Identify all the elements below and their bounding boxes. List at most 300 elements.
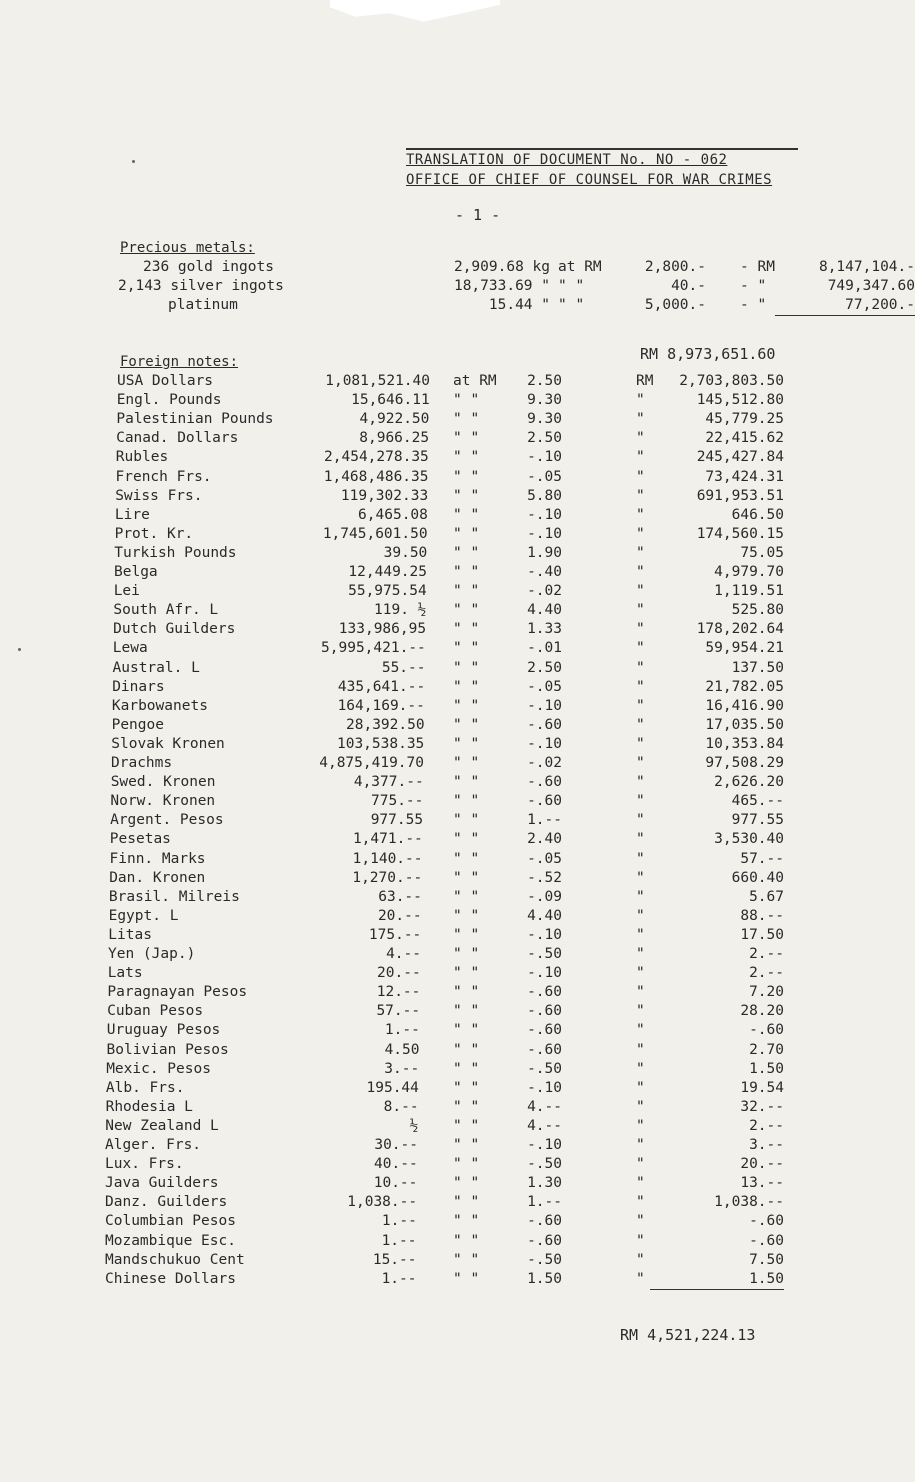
currency-rate: -.60 <box>527 793 562 810</box>
currency-cur: " <box>636 697 645 714</box>
currency-amount: 8.-- <box>383 1098 419 1115</box>
currency-name: Dan. Kronen <box>109 869 206 886</box>
currency-amount: 6,465.08 <box>358 506 428 523</box>
currency-row <box>0 1136 820 1155</box>
metal-at: " " <box>558 278 585 294</box>
currency-row <box>0 448 820 467</box>
currency-row <box>0 372 820 391</box>
document-header <box>406 148 798 190</box>
currency-total: 1.50 <box>650 1270 784 1290</box>
metal-total: 749,347.60 <box>827 278 915 294</box>
currency-row <box>0 1098 820 1117</box>
currency-at: " " <box>453 1098 480 1115</box>
metal-name: 236 gold ingots <box>143 259 274 275</box>
currency-cur: " <box>636 1022 645 1039</box>
currency-rate: 2.40 <box>527 831 562 848</box>
currency-name: Prot. Kr. <box>114 525 194 542</box>
currency-cur: " <box>636 525 645 542</box>
currency-name: Litas <box>108 926 152 943</box>
currency-rate: 2.50 <box>527 430 562 447</box>
currency-rate: -.10 <box>527 449 562 466</box>
page-number: - 1 - <box>455 206 501 224</box>
currency-cur: " <box>636 544 645 561</box>
currency-cur: " <box>636 1175 645 1192</box>
currency-cur: " <box>636 1251 645 1268</box>
currency-cur: " <box>636 1232 645 1249</box>
currency-cur: " <box>636 907 645 924</box>
currency-total: 2.70 <box>749 1041 784 1058</box>
currency-rate: 1.33 <box>527 621 562 638</box>
currency-total: 21,782.05 <box>705 678 784 695</box>
currency-cur: " <box>636 430 645 447</box>
currency-amount: 4.50 <box>384 1041 420 1058</box>
currency-cur: " <box>636 716 645 733</box>
currency-name: Mandschukuo Cent <box>105 1251 245 1268</box>
currency-rate: -.10 <box>527 697 562 714</box>
currency-total: 28.20 <box>740 1003 784 1020</box>
currency-total: -.60 <box>749 1213 784 1230</box>
currency-row <box>0 659 820 678</box>
currency-name: USA Dollars <box>117 373 214 389</box>
currency-row <box>0 506 820 525</box>
currency-at: " " <box>453 430 480 447</box>
currency-name: Swed. Kronen <box>110 774 216 791</box>
currency-rate: -.50 <box>527 946 562 962</box>
metal-name: platinum <box>168 297 238 313</box>
currency-at: " " <box>453 888 480 905</box>
metal-total: 8,147,104.- <box>818 259 915 275</box>
currency-amount: 4.-- <box>386 946 421 962</box>
currency-total: 88.-- <box>740 907 784 924</box>
currency-row <box>0 391 820 410</box>
currency-at: " " <box>453 1003 480 1020</box>
currency-amount: 1.-- <box>381 1213 417 1230</box>
currency-cur: " <box>636 926 645 943</box>
currency-amount: 1,270.-- <box>352 869 423 886</box>
currency-at: " " <box>453 525 480 542</box>
currency-name: Canad. Dollars <box>116 430 239 447</box>
currency-name: Lei <box>113 583 140 600</box>
currency-amount: 20.-- <box>377 965 421 982</box>
currency-name: Cuban Pesos <box>107 1003 204 1020</box>
currency-cur: " <box>636 735 645 752</box>
currency-rate: -.50 <box>527 1156 562 1173</box>
currency-rate: 1.-- <box>527 1194 562 1211</box>
currency-name: Lats <box>107 965 143 982</box>
currency-rate: -.09 <box>527 888 562 905</box>
currency-cur: " <box>636 602 645 619</box>
currency-name: Drachms <box>111 755 173 771</box>
currency-row <box>0 429 820 448</box>
currency-amount: 3.-- <box>384 1060 420 1077</box>
currency-row <box>0 1212 820 1231</box>
currency-name: Alger. Frs. <box>105 1137 202 1153</box>
currency-row <box>0 773 820 792</box>
currency-name: Austral. L <box>112 659 200 676</box>
currency-rate: 1.-- <box>527 812 562 829</box>
currency-at: " " <box>453 907 480 924</box>
currency-at: " " <box>453 659 480 676</box>
currency-row <box>0 1079 820 1098</box>
currency-name: Lire <box>114 506 150 523</box>
currency-rate: 4.-- <box>527 1117 562 1134</box>
currency-name: Belga <box>114 564 158 580</box>
currency-name: Egypt. L <box>108 907 179 924</box>
currency-total: 59,954.21 <box>705 640 784 657</box>
currency-at: " " <box>453 640 480 657</box>
currency-rate: 1.30 <box>527 1175 562 1192</box>
currency-total: 13.-- <box>740 1175 784 1192</box>
currency-row <box>0 888 820 907</box>
header-line-2: OFFICE OF CHIEF OF COUNSEL FOR WAR CRIMES <box>406 172 773 188</box>
torn-edge <box>330 0 500 24</box>
header-line-1: TRANSLATION OF DOCUMENT No. NO - 062 <box>406 152 728 168</box>
currency-rate: 9.30 <box>527 411 562 428</box>
currency-total: 7.20 <box>749 984 784 1001</box>
currency-row <box>0 945 820 964</box>
currency-name: Pesetas <box>109 831 171 848</box>
currency-at: " " <box>453 984 480 1001</box>
currency-at: " " <box>453 1213 480 1230</box>
currency-total: 32.-- <box>740 1098 784 1115</box>
currency-cur: " <box>636 1003 645 1020</box>
metal-cur: - " <box>740 278 767 294</box>
currency-at: " " <box>453 449 480 466</box>
currency-name: Lux. Frs. <box>105 1156 184 1173</box>
currency-cur: " <box>636 1117 645 1134</box>
currency-at: " " <box>453 735 480 752</box>
currency-total: 137.50 <box>731 659 784 676</box>
currency-row <box>0 563 820 582</box>
currency-rate: -.05 <box>527 850 562 867</box>
currency-name: Paragnayan Pesos <box>107 984 248 1001</box>
currency-row <box>0 639 820 658</box>
currency-name: Palestinian Pounds <box>116 411 274 428</box>
currency-amount: 28,392.50 <box>346 716 425 733</box>
currency-name: Brasil. Milreis <box>108 888 240 905</box>
currency-cur: " <box>636 506 645 523</box>
currency-row <box>0 468 820 487</box>
currency-amount: 119. ½ <box>374 602 427 619</box>
currency-name: Yen (Jap.) <box>108 946 196 962</box>
currency-name: Turkish Pounds <box>114 544 237 561</box>
currency-rate: -.50 <box>527 1251 562 1268</box>
currency-total: 465.-- <box>731 793 784 810</box>
currency-amount: 8,966.25 <box>359 430 430 447</box>
currency-row <box>0 1155 820 1174</box>
currency-at: " " <box>453 755 480 771</box>
currency-name: Java Guilders <box>105 1175 219 1192</box>
speck <box>132 160 135 163</box>
currency-amount: 977.55 <box>370 812 424 829</box>
currency-rate: 2.50 <box>527 373 562 389</box>
currency-row <box>0 525 820 544</box>
currency-at: " " <box>453 1175 480 1192</box>
currency-rate: -.10 <box>527 525 562 542</box>
currency-total: 174,560.15 <box>696 525 784 542</box>
currency-name: Engl. Pounds <box>116 392 222 409</box>
currency-total: 646.50 <box>731 506 784 523</box>
currency-name: Rubles <box>115 449 169 466</box>
currency-total: 3.-- <box>749 1137 784 1153</box>
currency-row <box>0 678 820 697</box>
currency-amount: 435,641.-- <box>337 678 426 695</box>
currency-row <box>0 1021 820 1040</box>
currency-amount: 1.-- <box>381 1232 417 1249</box>
currency-rate: -.60 <box>527 716 562 733</box>
currency-cur: " <box>636 449 645 466</box>
currency-rate: 9.30 <box>527 392 562 409</box>
currency-amount: 164,169.-- <box>337 697 425 714</box>
currency-rate: -.60 <box>527 1232 562 1249</box>
currency-name: New Zealand L <box>105 1117 219 1134</box>
currency-amount: 15.-- <box>372 1251 417 1268</box>
currency-amount: 1,468,486.35 <box>323 468 429 485</box>
currency-cur: " <box>636 1156 645 1173</box>
currency-row <box>0 869 820 888</box>
currency-rate: -.60 <box>527 984 562 1001</box>
currency-name: Uruguay Pesos <box>106 1022 221 1039</box>
currency-amount: 12,449.25 <box>348 564 427 580</box>
currency-at: " " <box>453 926 480 943</box>
currency-row <box>0 907 820 926</box>
currency-amount: 133,986,95 <box>338 621 427 638</box>
currency-cur: " <box>636 850 645 867</box>
currency-rate: 4.40 <box>527 602 562 619</box>
currency-rate: 5.80 <box>527 487 562 504</box>
currency-total: -.60 <box>749 1022 784 1039</box>
currency-row <box>0 926 820 945</box>
currency-row <box>0 716 820 735</box>
currency-cur: " <box>636 1079 645 1096</box>
currency-cur: " <box>636 468 645 485</box>
currency-cur: " <box>636 621 645 638</box>
currency-total: 660.40 <box>731 869 784 886</box>
currency-total: 7.50 <box>749 1251 784 1268</box>
currency-rate: -.60 <box>527 1022 562 1039</box>
currency-rate: 1.50 <box>527 1270 562 1287</box>
currency-amount: 57.-- <box>376 1003 421 1020</box>
currency-rate: -.40 <box>527 564 562 580</box>
currency-rate: -.10 <box>527 965 562 982</box>
currency-amount: 2,454,278.35 <box>324 449 429 466</box>
metal-row <box>118 277 915 296</box>
currency-name: Chinese Dollars <box>105 1270 236 1287</box>
currency-at: " " <box>453 1251 480 1268</box>
currency-rate: -.01 <box>527 640 562 657</box>
currency-name: Dinars <box>112 678 165 695</box>
currency-cur: " <box>636 812 645 829</box>
currency-amount: 20.-- <box>377 907 422 924</box>
currency-cur: " <box>636 640 645 657</box>
currency-total: 2.-- <box>749 946 784 962</box>
currency-row <box>0 620 820 639</box>
currency-at: " " <box>453 602 480 619</box>
currency-row <box>0 544 820 563</box>
currency-cur: " <box>636 1137 645 1153</box>
currency-amount: ½ <box>409 1117 419 1134</box>
currency-name: Slovak Kronen <box>111 735 225 752</box>
foreign-notes-total: RM 4,521,224.13 <box>620 1326 756 1344</box>
currency-cur: " <box>636 946 645 962</box>
currency-total: 57.-- <box>740 850 784 867</box>
currency-total: 2.-- <box>749 965 784 982</box>
currency-cur: " <box>636 793 645 810</box>
currency-amount: 1,471.-- <box>352 831 423 848</box>
currency-cur: " <box>636 1060 645 1077</box>
metal-cur: - " <box>740 297 767 313</box>
currency-at: " " <box>453 812 480 829</box>
currency-total: 22,415.62 <box>705 430 784 447</box>
currency-amount: 55,975.54 <box>348 583 427 600</box>
currency-total: 5.67 <box>749 888 784 905</box>
currency-at: " " <box>453 793 480 810</box>
currency-name: Dutch Guilders <box>113 621 236 638</box>
currency-total: 2,626.20 <box>714 774 784 791</box>
currency-at: " " <box>453 965 480 982</box>
metal-cur: - RM <box>740 259 775 275</box>
currency-at: " " <box>453 1117 480 1134</box>
currency-at: " " <box>453 831 480 848</box>
currency-name: Karbowanets <box>111 697 208 714</box>
currency-rate: -.60 <box>527 1213 562 1230</box>
currency-row <box>0 1270 820 1289</box>
currency-total: 178,202.64 <box>696 621 784 638</box>
currency-amount: 39.50 <box>383 544 428 561</box>
currency-row <box>0 1041 820 1060</box>
currency-amount: 63.-- <box>378 888 422 905</box>
currency-name: Finn. Marks <box>109 850 206 867</box>
currency-amount: 55.-- <box>381 659 426 676</box>
currency-total: 245,427.84 <box>696 449 784 466</box>
currency-cur: " <box>636 1098 645 1115</box>
currency-at: " " <box>453 564 480 580</box>
currency-at: " " <box>453 1232 480 1249</box>
currency-amount: 1.-- <box>384 1022 420 1039</box>
currency-cur: " <box>636 1270 645 1287</box>
currency-row <box>0 1251 820 1270</box>
currency-amount: 1,745,601.50 <box>322 525 428 542</box>
currency-amount: 4,875,419.70 <box>319 755 424 771</box>
currency-at: " " <box>453 697 480 714</box>
currency-total: 10,353.84 <box>705 735 784 752</box>
currency-name: South Afr. L <box>113 602 219 619</box>
currency-total: 1.50 <box>749 1060 784 1077</box>
currency-name: Lewa <box>112 640 148 657</box>
currency-row <box>0 487 820 506</box>
metal-total: 77,200.- <box>775 296 915 316</box>
currency-total: 20.-- <box>740 1156 784 1173</box>
currency-row <box>0 1002 820 1021</box>
currency-at: " " <box>453 850 480 867</box>
currency-total: 17,035.50 <box>705 716 784 733</box>
currency-rate: -.02 <box>527 755 562 771</box>
currency-cur: " <box>636 564 645 580</box>
currency-row <box>0 1117 820 1136</box>
currency-row <box>0 811 820 830</box>
currency-at: " " <box>453 1060 480 1077</box>
currency-row <box>0 983 820 1002</box>
currency-row <box>0 792 820 811</box>
currency-cur: " <box>636 411 645 428</box>
metal-row <box>168 296 915 315</box>
currency-total: 1,038.-- <box>714 1194 784 1211</box>
currency-at: " " <box>453 774 480 791</box>
currency-row <box>0 1060 820 1079</box>
currency-total: 75.05 <box>740 544 784 561</box>
currency-amount: 40.-- <box>374 1156 418 1173</box>
currency-rate: 2.50 <box>527 659 562 676</box>
currency-rate: -.10 <box>527 926 562 943</box>
currency-at: " " <box>453 1022 480 1039</box>
currency-total: 3,530.40 <box>714 831 784 848</box>
currency-at: " " <box>453 1270 480 1287</box>
metal-row <box>143 258 915 277</box>
currency-total: 45,779.25 <box>705 411 784 428</box>
currency-at: " " <box>453 411 480 428</box>
metal-qty: 15.44 " <box>488 297 550 313</box>
currency-name: French Frs. <box>115 468 212 485</box>
currency-rate: -.50 <box>527 1060 562 1077</box>
currency-name: Columbian Pesos <box>105 1213 236 1230</box>
currency-at: " " <box>453 506 480 523</box>
currency-row <box>0 410 820 429</box>
currency-total: -.60 <box>749 1232 784 1249</box>
currency-at: " " <box>453 392 480 409</box>
currency-rate: -.60 <box>527 774 562 791</box>
currency-at: " " <box>453 1194 480 1211</box>
currency-row <box>0 697 820 716</box>
currency-amount: 1.-- <box>381 1270 417 1287</box>
currency-at: " " <box>453 583 480 600</box>
metal-at: " " <box>558 297 585 313</box>
currency-total: 145,512.80 <box>696 392 784 409</box>
currency-amount: 10.-- <box>373 1175 418 1192</box>
currency-at: " " <box>453 1137 480 1153</box>
currency-total: 19.54 <box>740 1079 784 1096</box>
currency-total: 525.80 <box>731 602 784 619</box>
foreign-notes-heading: Foreign notes: <box>120 354 239 370</box>
currency-amount: 1,081,521.40 <box>325 373 430 389</box>
currency-at: " " <box>453 468 480 485</box>
currency-cur: " <box>636 965 645 982</box>
currency-rate: 4.40 <box>527 907 562 924</box>
metal-rate: 2,800.- <box>644 259 706 275</box>
currency-row <box>0 1232 820 1251</box>
metal-qty: 2,909.68 kg <box>453 259 550 275</box>
currency-at: at RM <box>453 373 497 389</box>
currency-amount: 15,646.11 <box>351 392 430 409</box>
currency-total: 73,424.31 <box>705 468 784 485</box>
currency-amount: 103,538.35 <box>336 735 425 752</box>
currency-at: " " <box>453 621 480 638</box>
precious-metals-heading: Precious metals: <box>120 240 255 256</box>
currency-rate: -.02 <box>527 583 562 600</box>
currency-rate: -.05 <box>527 678 562 695</box>
currency-at: " " <box>453 869 480 886</box>
currency-at: " " <box>453 1156 480 1173</box>
currency-cur: " <box>636 831 645 848</box>
currency-row <box>0 830 820 849</box>
currency-cur: " <box>636 487 645 504</box>
currency-cur: " <box>636 659 645 676</box>
currency-row <box>0 601 820 620</box>
currency-total: 17.50 <box>740 926 784 943</box>
currency-at: " " <box>453 678 480 695</box>
currency-name: Rhodesia L <box>105 1098 193 1115</box>
currency-rate: -.52 <box>527 869 562 886</box>
currency-at: " " <box>453 544 480 561</box>
